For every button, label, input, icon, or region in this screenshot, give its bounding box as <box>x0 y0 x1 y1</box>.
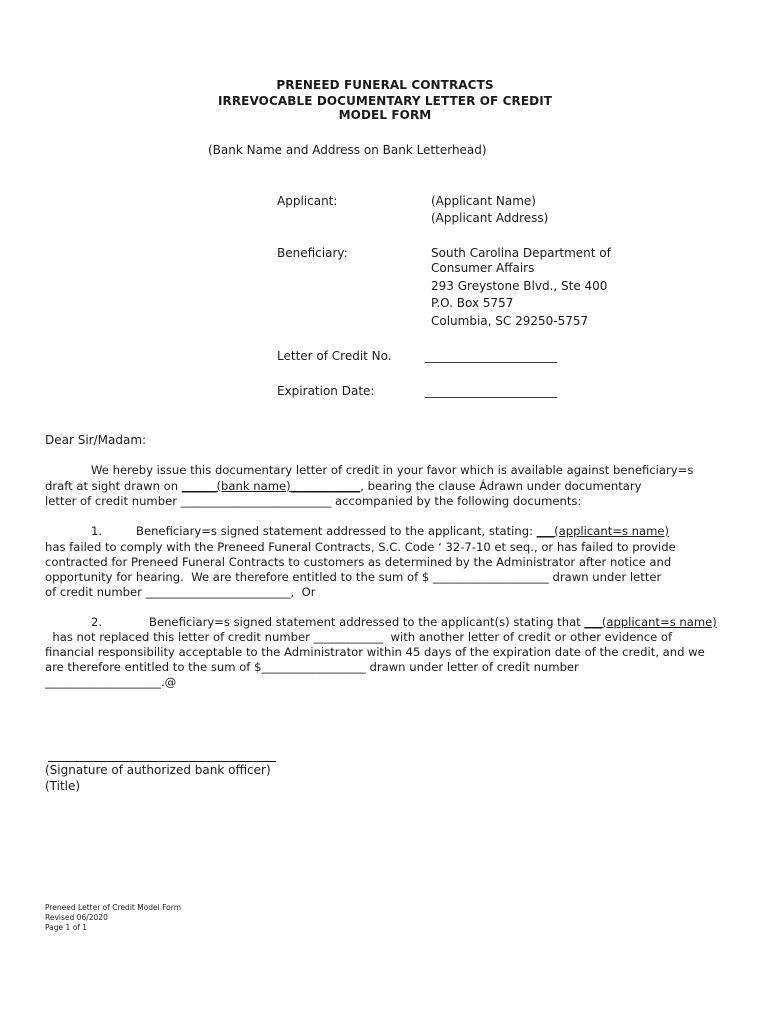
item-1-line: opportunity for hearing. We are therefore entitled to the sum of $ ____________________ drawn under letter <box>45 570 662 584</box>
item-1-line: of credit number _________________________, Or <box>45 585 316 599</box>
paragraph-1-line: draft at sight drawn on ______(bank name)____________, bearing the clause Ádrawn under documentary <box>45 479 642 493</box>
title-line-3: MODEL FORM <box>338 108 432 122</box>
signature-line <box>48 761 276 762</box>
title-label: (Title) <box>45 779 81 793</box>
expiration-label: Expiration Date: <box>277 384 375 398</box>
loc-number-label: Letter of Credit No. <box>277 349 392 363</box>
title-line-1: PRENEED FUNERAL CONTRACTS <box>276 78 494 92</box>
paragraph-1-line: letter of credit number __________________________ accompanied by the following documents: <box>45 494 582 508</box>
loc-number-blank: ______________________ <box>425 349 557 363</box>
item-2-line: ____________________.@ <box>45 675 177 689</box>
beneficiary-line: Consumer Affairs <box>431 261 535 275</box>
bank-letterhead-placeholder: (Bank Name and Address on Bank Letterhead) <box>208 143 487 157</box>
beneficiary-line: 293 Greystone Blvd., Ste 400 <box>431 279 608 293</box>
beneficiary-label: Beneficiary: <box>277 246 348 260</box>
item-2-number: 2. <box>91 615 103 629</box>
salutation: Dear Sir/Madam: <box>45 433 147 447</box>
item-1-number: 1. <box>91 524 103 538</box>
item-2-line: are therefore entitled to the sum of $__________________ drawn under letter of credit number <box>45 660 579 674</box>
title-line-2: IRREVOCABLE DOCUMENTARY LETTER OF CREDIT <box>217 94 553 108</box>
item-2-line: has not replaced this letter of credit number ____________ with another letter of credit or other evidence of <box>45 630 673 644</box>
applicant-name-field: ___(applicant=s name) <box>536 524 670 538</box>
item-2-line: Beneficiary=s signed statement addressed to the applicant(s) stating that ___(applicant=s name) <box>149 615 717 629</box>
applicant-name: (Applicant Name) <box>431 194 536 208</box>
applicant-name-field: ___(applicant=s name) <box>584 615 717 629</box>
paragraph-1-line: We hereby issue this documentary letter of credit in your favor which is available against beneficiary=s <box>91 463 694 477</box>
applicant-label: Applicant: <box>277 194 338 208</box>
item-1-line: Beneficiary=s signed statement addressed to the applicant, stating: ___(applicant=s name) <box>136 524 670 538</box>
item-2-line: financial responsibility acceptable to the Administrator within 45 days of the expiration date of the credit, and we <box>45 645 705 659</box>
footer-form-name: Preneed Letter of Credit Model Form <box>45 903 182 912</box>
beneficiary-line: P.O. Box 5757 <box>431 296 514 310</box>
footer-page-number: Page 1 of 1 <box>45 923 88 932</box>
applicant-address: (Applicant Address) <box>431 211 549 225</box>
expiration-blank: ______________________ <box>425 384 557 398</box>
bank-name-field: ______(bank name)____________ <box>181 479 361 493</box>
signature-label: (Signature of authorized bank officer) <box>45 763 271 777</box>
item-1-line: contracted for Preneed Funeral Contracts to customers as determined by the Administrator after notice and <box>45 555 672 569</box>
beneficiary-line: Columbia, SC 29250-5757 <box>431 314 589 328</box>
footer-revision: Revised 06/2020 <box>45 913 108 922</box>
beneficiary-line: South Carolina Department of <box>431 246 611 260</box>
item-1-line: has failed to comply with the Preneed Funeral Contracts, S.C. Code ʻ 32-7-10 et seq., or has failed to provide <box>45 540 676 554</box>
